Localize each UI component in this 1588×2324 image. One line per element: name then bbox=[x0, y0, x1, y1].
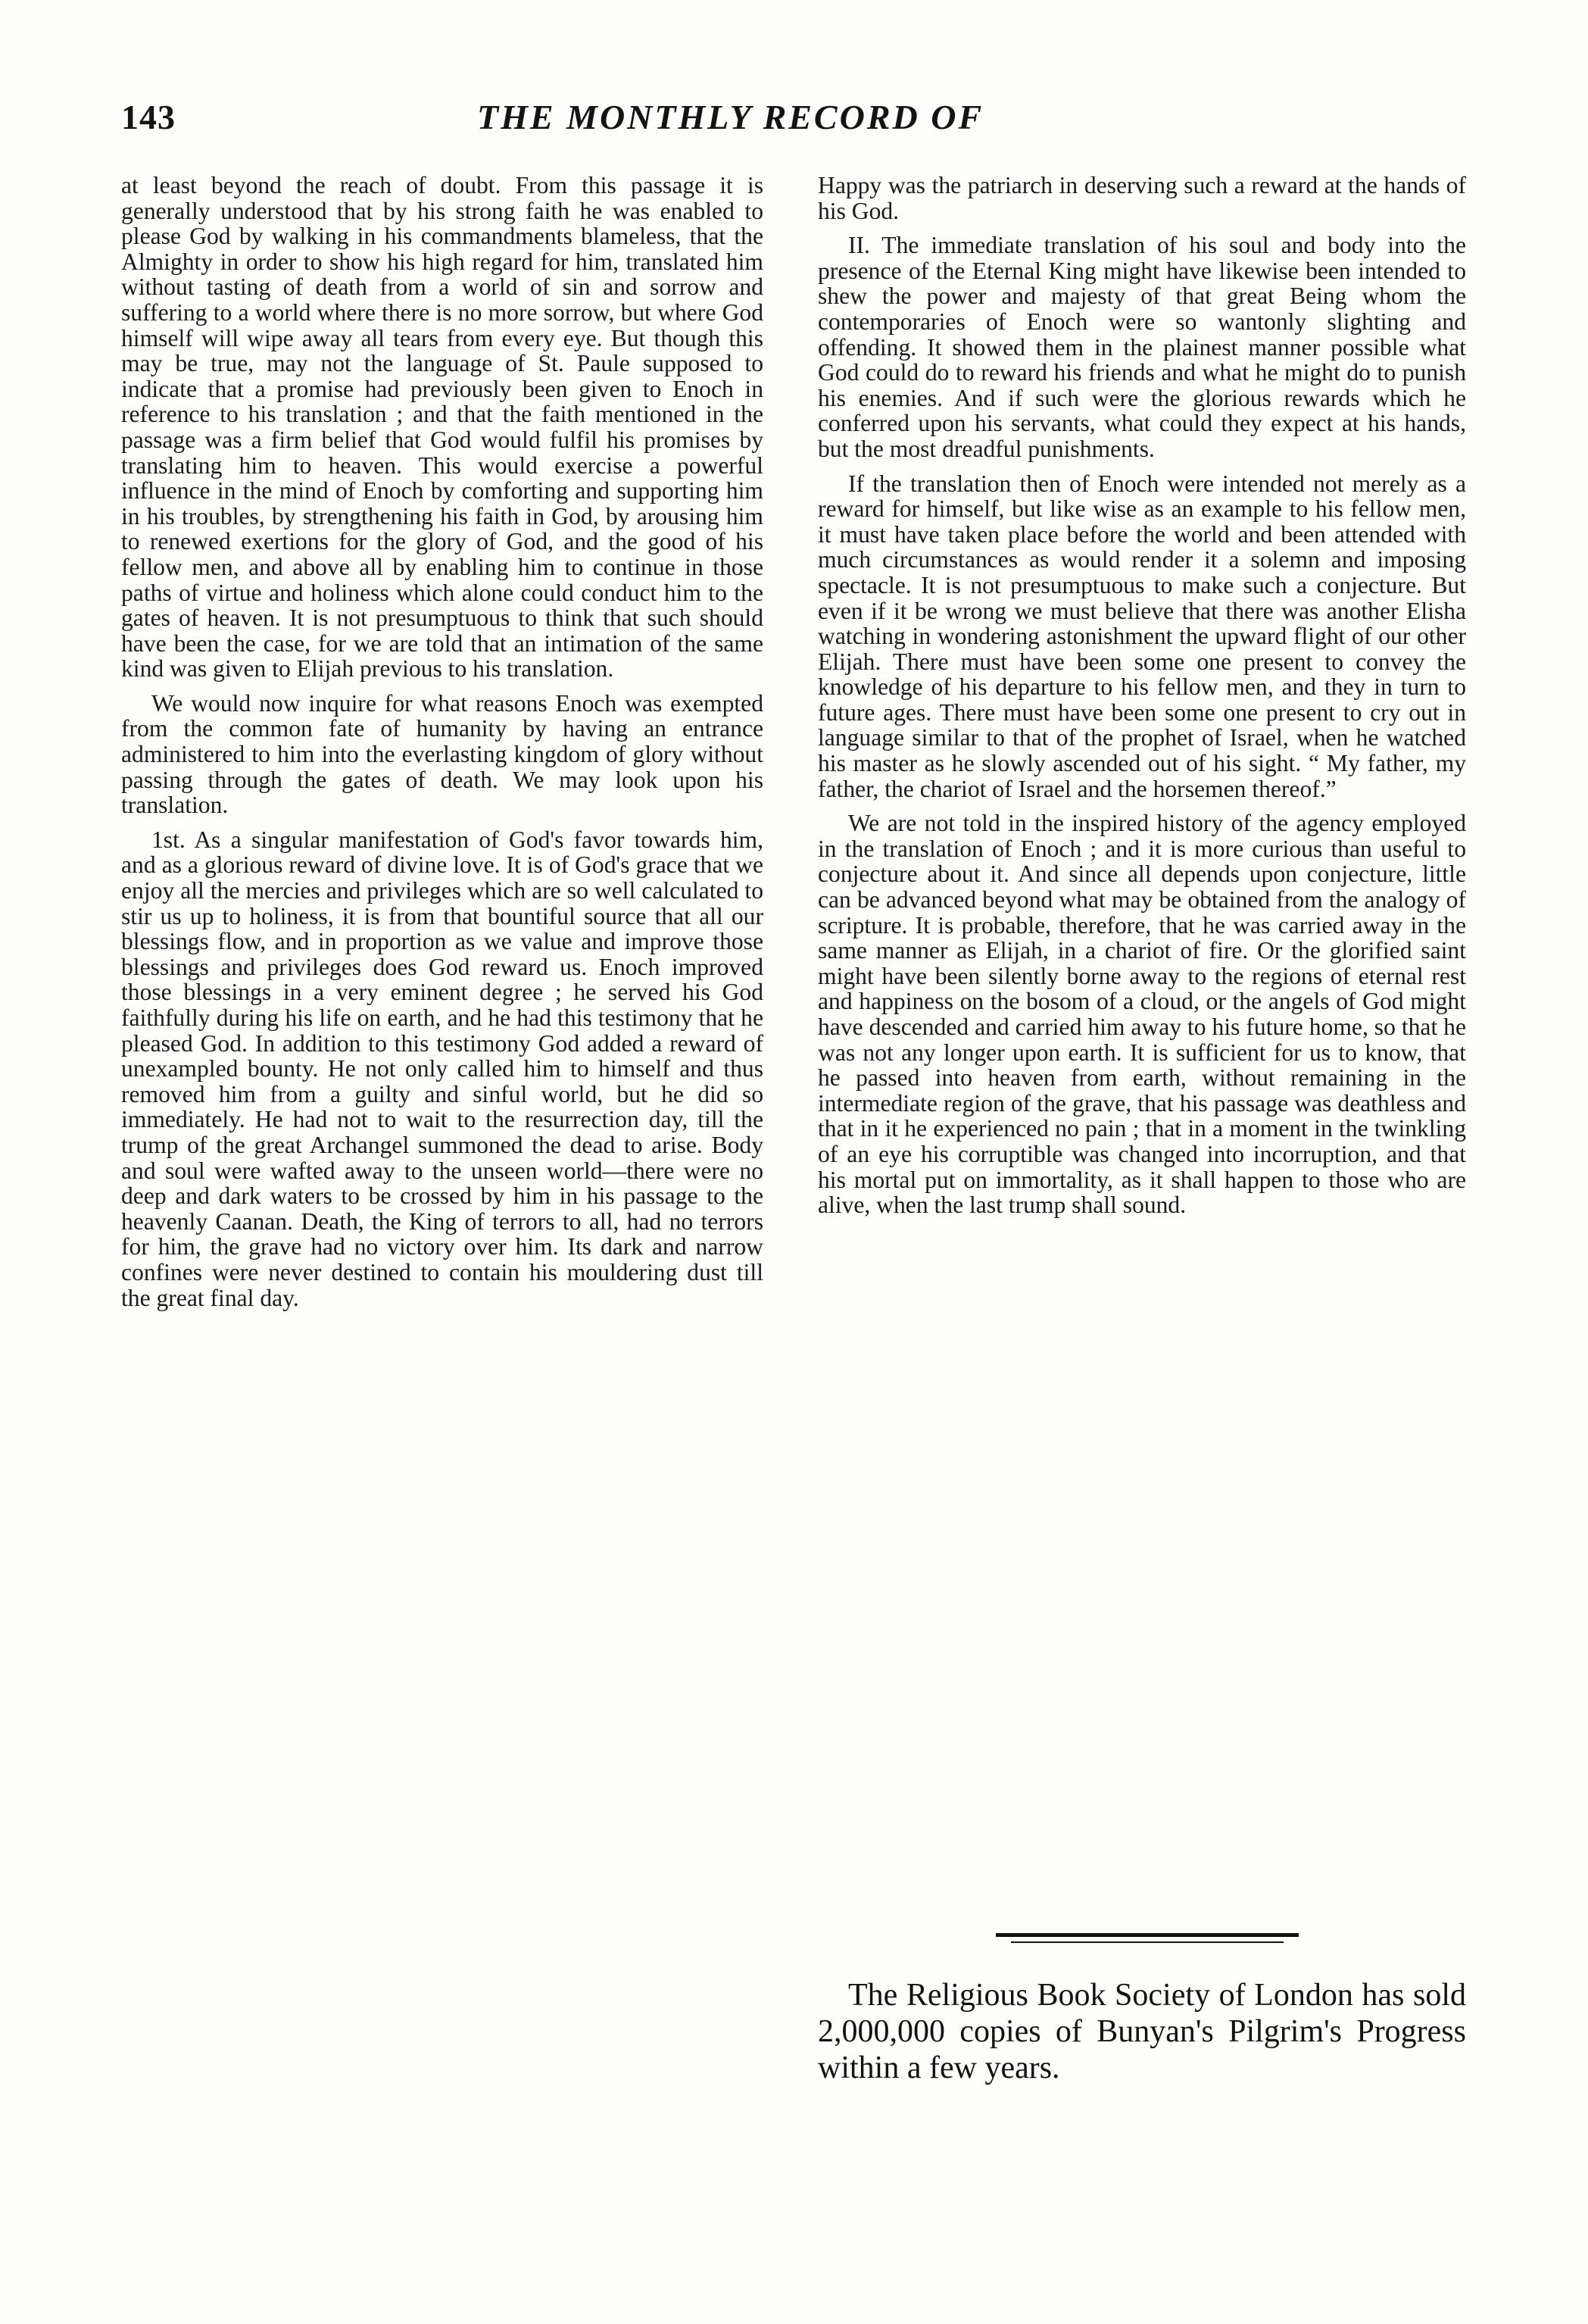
left-paragraph-2: We would now inquire for what reasons Enoch was exempted from the common fate of humanity by having an entrance administered to him into the everlasting kingdom of glory without passing through the gates of death. We may look upon his translation. bbox=[121, 689, 763, 819]
right-paragraph-4: We are not told in the inspired history of the agency employed in the translation of Enoch ; and it is more curious than useful to conjecture about it. And since all depends upon conjecture, little can be advanced beyond what may be obtained from the analogy of scripture. It is probable, therefore, that he was carried away in the same manner as Elijah, in a chariot of fire. Or the glorified saint might have been silently borne away to the regions of eternal rest and happiness on the bosom of a cloud, or the angels of God might have descended and carried him away to his future home, so that he was not any longer upon earth. It is sufficient for us to know, that he passed into heaven from earth, without remaining in the intermediate region of the grave, that his passage was deathless and that in it he experienced no pain ; that in a moment in the twinkling of an eye his corruptible was changed into incorruption, and that his mortal put on immortality, as it shall happen to those who are alive, when the last trump shall sound. bbox=[818, 810, 1466, 1219]
right-paragraph-1: Happy was the patriarch in deserving such a reward at the hands of his God. bbox=[818, 172, 1466, 224]
right-paragraph-3: If the translation then of Enoch were intended not merely as a reward for himself, but like wise as an example to his fellow men, it must have taken place before the world and been attended with much circumstances as would render it a solemn and imposing spectacle. It is not presumptuous to make such a conjecture. But even if it be wrong we must believe that there was another Elisha watching in wondering astonishment the upward flight of our other Elijah. There must have been some one present to convey the knowledge of his departure to his fellow men, and they in turn to future ages. There must have been some one present to cry out in language similar to that of the prophet of Israel, when he watched his master as he slowly ascended out of his sight. “ My father, my father, the chariot of Israel and the horsemen thereof.” bbox=[818, 470, 1466, 802]
section-divider-rule bbox=[996, 1933, 1299, 1937]
page-number: 143 bbox=[121, 98, 176, 136]
left-column bbox=[121, 173, 763, 1310]
right-paragraph-2: II. The immediate translation of his soul and body into the presence of the Eternal King might have likewise been intended to shew the power and majesty of that great Being whom the contemporaries of Enoch were so wantonly slighting and offending. It showed them in the plainest manner possible what God could do to reward his friends and what he might do to punish his enemies. And if such were the glorious rewards which he conferred upon his servants, what could they expect at his hands, but the most dreadful punishments. bbox=[818, 232, 1466, 462]
left-paragraph-1: at least beyond the reach of doubt. From this passage it is generally understood that by his strong faith he was enabled to please God by walking in his commandments blameless, that the Almighty in order to show his high regard for him, translated him without tasting of death from a world of sin and sorrow and suffering to a world where there is no more sorrow, but where God himself will wipe away all tears from every eye. But though this may be true, may not the language of St. Paule supposed to indicate that a promise had previously been given to Enoch in reference to his translation ; and that the faith mentioned in the passage was a firm belief that God would fulfil his promises by translating him to heaven. This would exercise a powerful influence in the mind of Enoch by comforting and supporting him in his troubles, by strengthening his faith in God, by arousing him to renewed exertions for the glory of God, and the good of his fellow men, and above all by enabling him to continue in those paths of virtue and holiness which alone could conduct him to the gates of heaven. It is not presumptuous to think that such should have been the case, for we are told that an intimation of the same kind was given to Elijah previous to his translation. bbox=[121, 172, 763, 683]
notice-text: The Religious Book Society of London has sold 2,000,000 copies of Bunyan's Pilgrim's Progress within a few years. bbox=[818, 1978, 1466, 2085]
notice-block bbox=[818, 1977, 1466, 2086]
page-header bbox=[121, 97, 1492, 150]
running-head: THE MONTHLY RECORD OF bbox=[477, 98, 984, 136]
left-paragraph-3: 1st. As a singular manifestation of God's favor towards him, and as a glorious reward of divine love. It is of God's grace that we enjoy all the mercies and privileges which are so well calculated to stir us up to holiness, it is from that bountiful source that all our blessings flow, and in proportion as we value and improve those blessings and privileges does God reward us. Enoch improved those blessings in a very eminent degree ; he served his God faithfully during his life on earth, and he had this testimony that he pleased God. In addition to this testimony God added a reward of unexampled bounty. He not only called him to himself and thus removed him from a guilty and sinful world, but he did so immediately. He had not to wait to the resurrection day, till the trump of the great Archangel summoned the dead to arise. Body and soul were wafted away to the unseen world—there were no deep and dark waters to be crossed by him in his passage to the heavenly Caanan. Death, the King of terrors to all, had no terrors for him, the grave had no victory over him. Its dark and narrow confines were never destined to contain his mouldering dust till the great final day. bbox=[121, 826, 763, 1311]
right-column bbox=[818, 173, 1466, 1218]
